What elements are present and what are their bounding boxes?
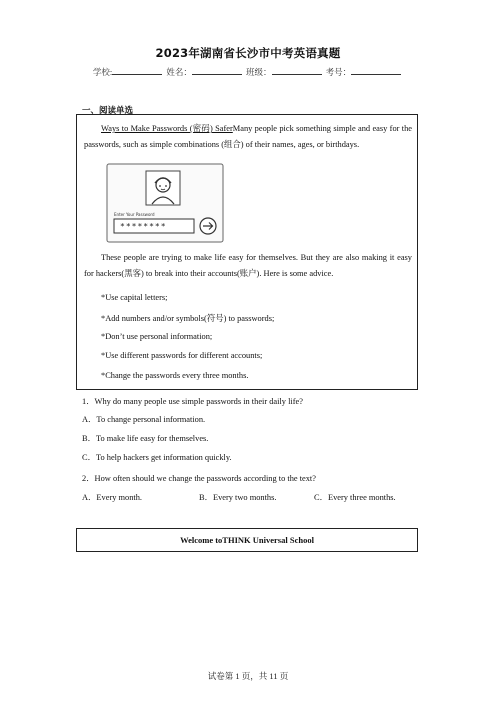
field-number-blank[interactable] <box>351 66 401 75</box>
field-school-label: 学校: <box>92 67 113 77</box>
field-name-blank[interactable] <box>192 66 242 75</box>
password-label: Enter Your Password <box>114 212 155 217</box>
next-passage-box <box>76 528 418 552</box>
section-heading: 一、阅读单选 <box>82 106 134 116</box>
next-passage-title: Welcome toTHINK Universal School <box>180 535 314 545</box>
field-number-label: 考号： <box>325 67 352 77</box>
question-2-option-c[interactable]: C．Every three months. <box>314 493 396 502</box>
tip-item: *Add numbers and/or symbols(符号) to passwords; <box>101 314 275 323</box>
tip-item: *Change the passwords every three months. <box>101 371 249 380</box>
password-masked: ******** <box>120 222 167 231</box>
passage-intro-text: Many people pick something simple and easy for the passwords, such as simple combinations (组合) of their names, ages, or birthdays. <box>84 124 413 149</box>
passage-paragraph-2-text: These people are trying to make life easy for themselves. But they are also making it easy for hackers(黑客) to break into their accounts(账户). Here is some advice. <box>84 253 412 278</box>
question-1-option-b[interactable]: B．To make life easy for themselves. <box>82 434 209 443</box>
question-1-option-c[interactable]: C．To help hackers get information quickly. <box>82 453 232 462</box>
question-2-option-a[interactable]: A．Every month. <box>82 493 143 502</box>
question-2-option-b[interactable]: B．Every two months. <box>199 493 277 502</box>
tip-item: *Don’t use personal information; <box>101 332 213 341</box>
passage-intro <box>84 121 412 153</box>
page-footer: 试卷第 1 页，共 11 页 <box>207 671 289 681</box>
tip-item: *Use capital letters; <box>101 293 168 302</box>
field-school-blank[interactable] <box>112 66 162 75</box>
field-class-blank[interactable] <box>272 66 322 75</box>
exam-title: 2023年湖南省长沙市中考英语真题 <box>155 46 341 60</box>
question-2-stem: 2．How often should we change the passwords according to the text? <box>82 474 316 483</box>
field-class-label: 班级： <box>245 67 272 77</box>
passage-paragraph-2 <box>84 250 412 282</box>
password-illustration-svg <box>106 163 224 243</box>
password-illustration <box>106 163 224 243</box>
student-info-row <box>0 66 496 78</box>
question-1-stem: 1．Why do many people use simple passwords in their daily life? <box>82 397 303 406</box>
field-name-label: 姓名： <box>166 67 192 77</box>
tip-item: *Use different passwords for different accounts; <box>101 351 263 360</box>
passage-title: Ways to Make Passwords (密码) Safer <box>101 124 233 133</box>
question-1-option-a[interactable]: A．To change personal information. <box>82 415 206 424</box>
